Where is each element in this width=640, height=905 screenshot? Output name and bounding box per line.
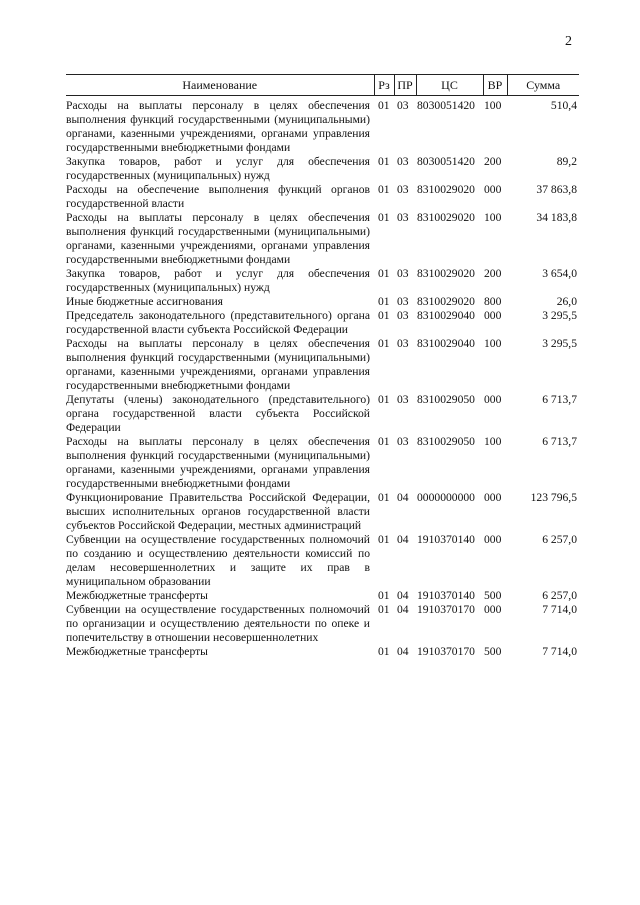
cell-sum: 6 713,7 — [542, 435, 577, 448]
cell-pr: 03 — [397, 267, 409, 280]
cell-sum: 7 714,0 — [542, 603, 577, 616]
cell-cs: 8030051420 — [417, 155, 475, 168]
cell-rz: 01 — [378, 183, 390, 196]
cell-vr: 800 — [484, 295, 502, 308]
cell-pr: 03 — [397, 435, 409, 448]
page-number: 2 — [565, 34, 572, 49]
header-cs: ЦС — [416, 75, 483, 96]
cell-cs: 8310029020 — [417, 211, 475, 224]
cell-vr: 500 — [484, 645, 502, 658]
cell-cs: 8310029020 — [417, 295, 475, 308]
cell-rz: 01 — [378, 337, 390, 350]
cell-sum: 26,0 — [556, 295, 577, 308]
header-vr: ВР — [483, 75, 507, 96]
cell-pr: 03 — [397, 211, 409, 224]
cell-pr: 03 — [397, 183, 409, 196]
table-row — [66, 267, 579, 295]
cell-sum: 89,2 — [556, 155, 577, 168]
table-row — [66, 96, 579, 156]
cell-cs: 8310029040 — [417, 309, 475, 322]
table-row — [66, 295, 579, 309]
cell-rz: 01 — [378, 211, 390, 224]
cell-pr: 03 — [397, 99, 409, 112]
cell-rz: 01 — [378, 99, 390, 112]
cell-name: Иные бюджетные ассигнования — [66, 295, 223, 308]
cell-rz: 01 — [378, 155, 390, 168]
table-row — [66, 393, 579, 435]
table-body — [66, 96, 579, 660]
table-row — [66, 491, 579, 533]
cell-name: Субвенции на осуществление государственных полномочий по созданию и осуществлению деятельности комиссий по делам несовершеннолетних и защите их прав в муниципальном образовании — [66, 533, 370, 588]
cell-sum: 6 257,0 — [542, 589, 577, 602]
cell-pr: 03 — [397, 155, 409, 168]
table-row — [66, 603, 579, 645]
cell-sum: 37 863,8 — [536, 183, 577, 196]
cell-vr: 000 — [484, 603, 502, 616]
cell-sum: 3 654,0 — [542, 267, 577, 280]
header-name: Наименование — [66, 75, 374, 96]
cell-cs: 8310029040 — [417, 337, 475, 350]
header-rz: Рз — [374, 75, 394, 96]
cell-cs: 1910370170 — [417, 603, 475, 616]
cell-pr: 04 — [397, 645, 409, 658]
cell-sum: 6 713,7 — [542, 393, 577, 406]
table-row — [66, 645, 579, 659]
cell-vr: 000 — [484, 309, 502, 322]
cell-pr: 04 — [397, 533, 409, 546]
cell-vr: 500 — [484, 589, 502, 602]
table-row — [66, 309, 579, 337]
header-sum: Сумма — [507, 75, 579, 96]
cell-rz: 01 — [378, 435, 390, 448]
cell-name: Межбюджетные трансферты — [66, 645, 208, 658]
cell-name: Расходы на обеспечение выполнения функций органов государственной власти — [66, 183, 370, 210]
cell-cs: 1910370170 — [417, 645, 475, 658]
cell-vr: 200 — [484, 267, 502, 280]
cell-sum: 123 796,5 — [530, 491, 577, 504]
cell-rz: 01 — [378, 491, 390, 504]
cell-pr: 04 — [397, 491, 409, 504]
cell-cs: 1910370140 — [417, 533, 475, 546]
cell-pr: 03 — [397, 309, 409, 322]
cell-cs: 0000000000 — [417, 491, 475, 504]
cell-cs: 8310029020 — [417, 183, 475, 196]
cell-vr: 000 — [484, 393, 502, 406]
cell-pr: 04 — [397, 589, 409, 602]
cell-rz: 01 — [378, 589, 390, 602]
cell-vr: 000 — [484, 183, 502, 196]
cell-name: Межбюджетные трансферты — [66, 589, 208, 602]
table-row — [66, 211, 579, 267]
cell-sum: 510,4 — [550, 99, 577, 112]
cell-vr: 100 — [484, 435, 502, 448]
cell-name: Расходы на выплаты персоналу в целях обеспечения выполнения функций государственными (муниципальными) органами, казенными учреждениями, органами управления государственными внебюджетными фондами — [66, 211, 370, 266]
cell-pr: 04 — [397, 603, 409, 616]
table-row — [66, 155, 579, 183]
cell-cs: 8310029050 — [417, 435, 475, 448]
cell-cs: 1910370140 — [417, 589, 475, 602]
table-row — [66, 589, 579, 603]
cell-pr: 03 — [397, 337, 409, 350]
cell-rz: 01 — [378, 533, 390, 546]
budget-table — [66, 74, 579, 659]
cell-vr: 200 — [484, 155, 502, 168]
cell-vr: 100 — [484, 337, 502, 350]
cell-vr: 000 — [484, 533, 502, 546]
cell-vr: 100 — [484, 211, 502, 224]
cell-name: Расходы на выплаты персоналу в целях обеспечения выполнения функций государственными (муниципальными) органами, казенными учреждениями, органами управления государственными внебюджетными фондами — [66, 435, 370, 490]
cell-rz: 01 — [378, 309, 390, 322]
table-row — [66, 533, 579, 589]
cell-name: Функционирование Правительства Российской Федерации, высших исполнительных органов государственной власти субъектов Российской Федерации, местных администраций — [66, 491, 370, 532]
cell-rz: 01 — [378, 295, 390, 308]
cell-rz: 01 — [378, 603, 390, 616]
cell-rz: 01 — [378, 267, 390, 280]
cell-name: Председатель законодательного (представительного) органа государственной власти субъекта Российской Федерации — [66, 309, 370, 336]
table-row — [66, 337, 579, 393]
cell-name: Расходы на выплаты персоналу в целях обеспечения выполнения функций государственными (муниципальными) органами, казенными учреждениями, органами управления государственными внебюджетными фондами — [66, 99, 370, 154]
cell-cs: 8310029020 — [417, 267, 475, 280]
cell-name: Депутаты (члены) законодательного (представительного) органа государственной власти субъекта Российской Федерации — [66, 393, 370, 434]
table-row — [66, 183, 579, 211]
table-header-row — [66, 75, 579, 96]
cell-name: Закупка товаров, работ и услуг для обеспечения государственных (муниципальных) нужд — [66, 155, 370, 182]
cell-name: Расходы на выплаты персоналу в целях обеспечения выполнения функций государственными (муниципальными) органами, казенными учреждениями, органами управления государственными внебюджетными фондами — [66, 337, 370, 392]
table-row — [66, 435, 579, 491]
cell-rz: 01 — [378, 645, 390, 658]
cell-name: Субвенции на осуществление государственных полномочий по организации и осуществлению деятельности по опеке и попечительству в отношении несовершеннолетних — [66, 603, 370, 644]
cell-name: Закупка товаров, работ и услуг для обеспечения государственных (муниципальных) нужд — [66, 267, 370, 294]
cell-sum: 3 295,5 — [542, 337, 577, 350]
cell-vr: 000 — [484, 491, 502, 504]
cell-sum: 6 257,0 — [542, 533, 577, 546]
cell-sum: 3 295,5 — [542, 309, 577, 322]
cell-sum: 34 183,8 — [536, 211, 577, 224]
cell-pr: 03 — [397, 393, 409, 406]
cell-vr: 100 — [484, 99, 502, 112]
cell-pr: 03 — [397, 295, 409, 308]
cell-sum: 7 714,0 — [542, 645, 577, 658]
cell-cs: 8310029050 — [417, 393, 475, 406]
cell-cs: 8030051420 — [417, 99, 475, 112]
header-pr: ПР — [394, 75, 416, 96]
cell-rz: 01 — [378, 393, 390, 406]
